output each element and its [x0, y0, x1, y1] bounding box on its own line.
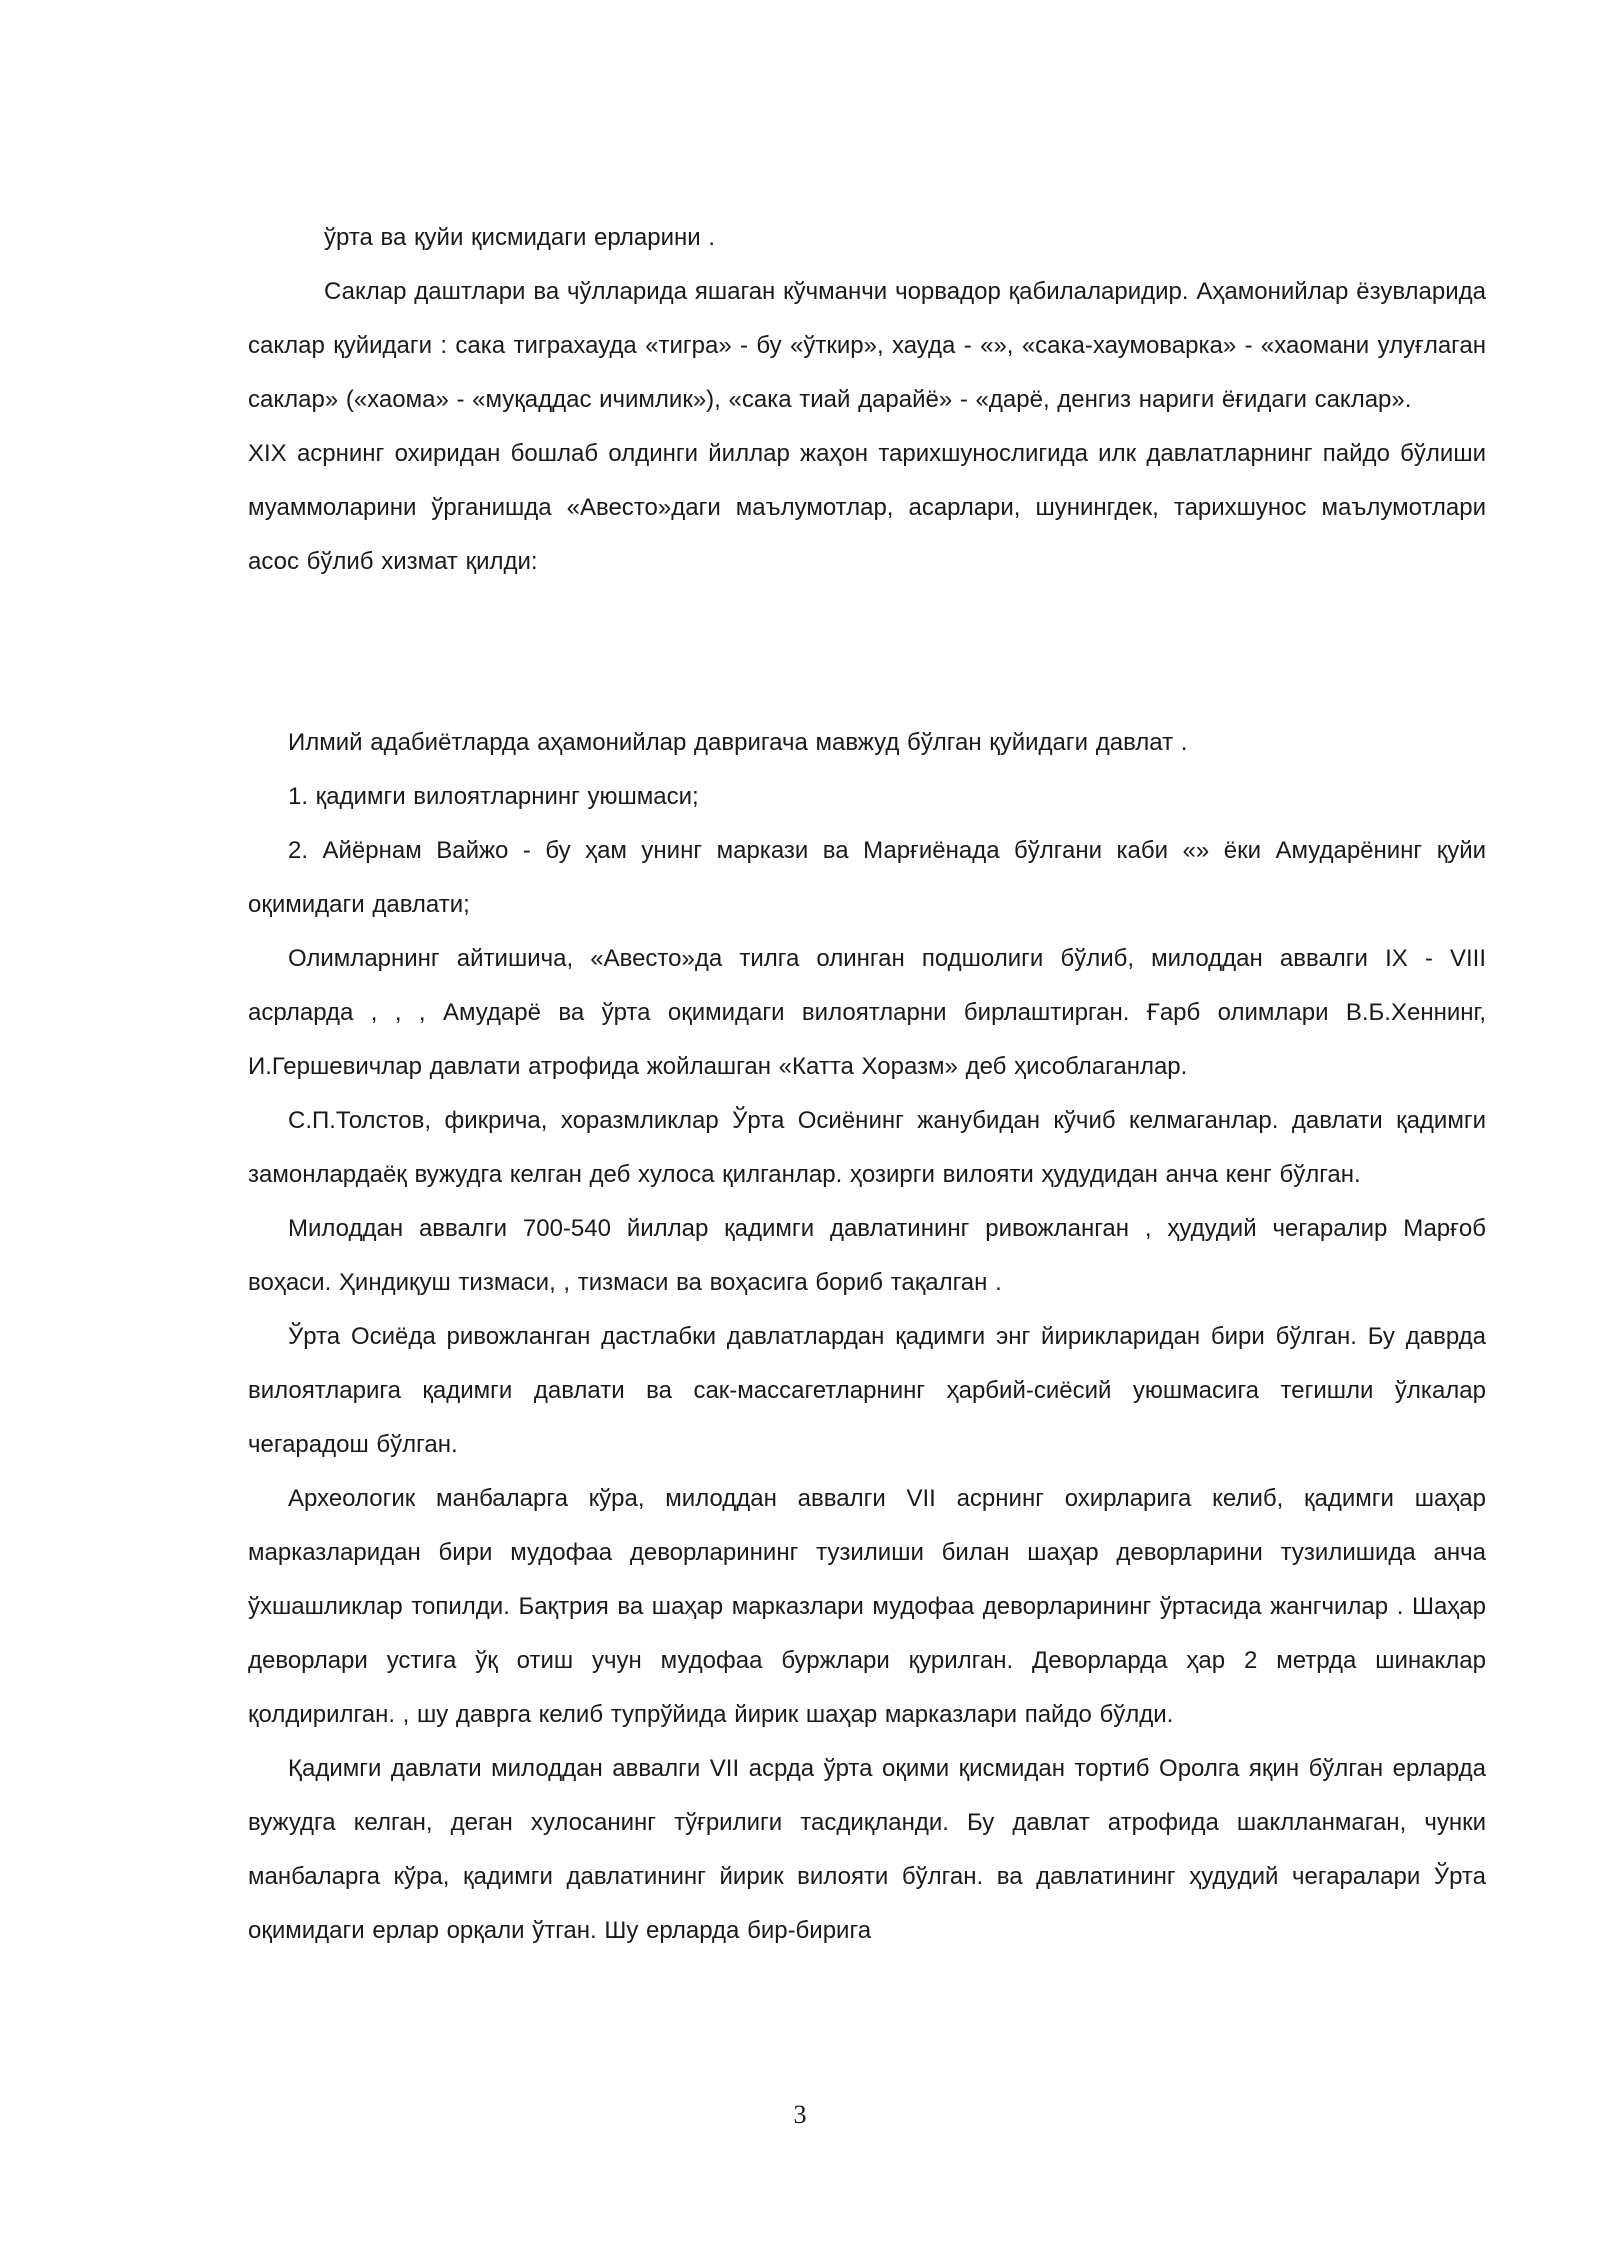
paragraph-central-asia: Ўрта Осиёда ривожланган дастлабки давлатлардан қадимги энг йирикларидан бири бўлган. Бу даврда вилоятларига қадимги давлати ва сак-массагетларнинг ҳарбий-сиёсий уюшмасига тегишли ўлкалар чегарадош бўлган. — [248, 1323, 1486, 1458]
paragraph-700-540: Милоддан аввалги 700-540 йиллар қадимги давлатининг ривожланган , ҳудудий чегаралир Марғоб воҳаси. Ҳиндиқуш тизмаси, , тизмаси ва воҳасига бориб тақалган . — [248, 1215, 1486, 1296]
text-block-main — [248, 716, 1486, 1958]
page-number: 3 — [793, 2100, 807, 2129]
paragraph-ancient-state: Қадимги давлати милоддан аввалги VII асрда ўрта оқими қисмидан тортиб Оролга яқин бўлган ерларда вужудга келган, деган хулосанинг тўғрилиги тасдиқланди. Бу давлат атрофида шаклланмаган, чунки манбаларга кўра, қадимги давлатининг йирик вилояти бўлган. ва давлатининг ҳудудий чегаралари Ўрта оқимидаги ерлар орқали ўтган. Шу ерларда бир-бирига — [248, 1755, 1486, 1944]
paragraph-saklar: Саклар даштлари ва чўлларида яшаган кўчманчи чорвадор қабилаларидир. Аҳамонийлар ёзувларида саклар қуйидаги : сака тиграхауда «тигра» - бу «ўткир», хауда - «», «сака-хаумоварка» - «хаомани улуғлаган саклар» («хаома» - «муқаддас ичимлик»), «сака тиай дарайё» - «дарё, денгиз нариги ёғидаги саклар». — [248, 278, 1486, 413]
paragraph-archaeological: Археологик манбаларга кўра, милоддан аввалги VII асрнинг охирларига келиб, қадимги шаҳар марказларидан бири мудофаа деворларининг тузилиши билан шаҳар деворларини тузилишида анча ўхшашликлар топилди. Бақтрия ва шаҳар марказлари мудофаа деворларининг ўртасида жангчилар . Шаҳар деворлари устига ўқ отиш учун мудофаа буржлари қурилган. Деворларда ҳар 2 метрда шинаклар қолдирилган. , шу даврга келиб тупрўйида йирик шаҳар марказлари пайдо бўлди. — [248, 1485, 1486, 1728]
paragraph-tolstov: С.П.Толстов, фикрича, хоразмликлар Ўрта Осиёнинг жанубидан кўчиб келмаганлар. давлати қадимги замонлардаёқ вужудга келган деб хулоса қилганлар. ҳозирги вилояти ҳудудидан анча кенг бўлган. — [248, 1107, 1486, 1188]
paragraph-xix-century: XIX асрнинг охиридан бошлаб олдинги йиллар жаҳон тарихшунослигида илк давлатларнинг пайдо бўлиши муаммоларини ўрганишда «Авесто»даги маълумотлар, асарлари, шунингдек, тарихшунос маълумотлари асос бўлиб хизмат қилди: — [248, 440, 1486, 575]
paragraph-scholars: Олимларнинг айтишича, «Авесто»да тилга олинган подшолиги бўлиб, милоддан аввалги IX - VIII асрларда , , , Амударё ва ўрта оқимидаги вилоятларни бирлаштирган. Ғарб олимлари В.Б.Хеннинг, И.Гершевичлар давлати атрофида жойлашган «Катта Хоразм» деб ҳисоблаганлар. — [248, 945, 1486, 1080]
paragraph-continuation: ўрта ва қуйи қисмидаги ерларини . — [324, 224, 716, 251]
list-item-2: 2. Айёрнам Вайжо - бу ҳам унинг маркази ва Марғиёнада бўлгани каби «» ёки Амударёнинг қуйи оқимидаги давлати; — [248, 837, 1486, 918]
paragraph-scientific-literature: Илмий адабиётларда аҳамонийлар давригача мавжуд бўлган қуйидаги давлат . — [288, 729, 1188, 756]
list-item-1: 1. қадимги вилоятларнинг уюшмаси; — [288, 783, 699, 810]
text-block-top — [248, 211, 1486, 589]
